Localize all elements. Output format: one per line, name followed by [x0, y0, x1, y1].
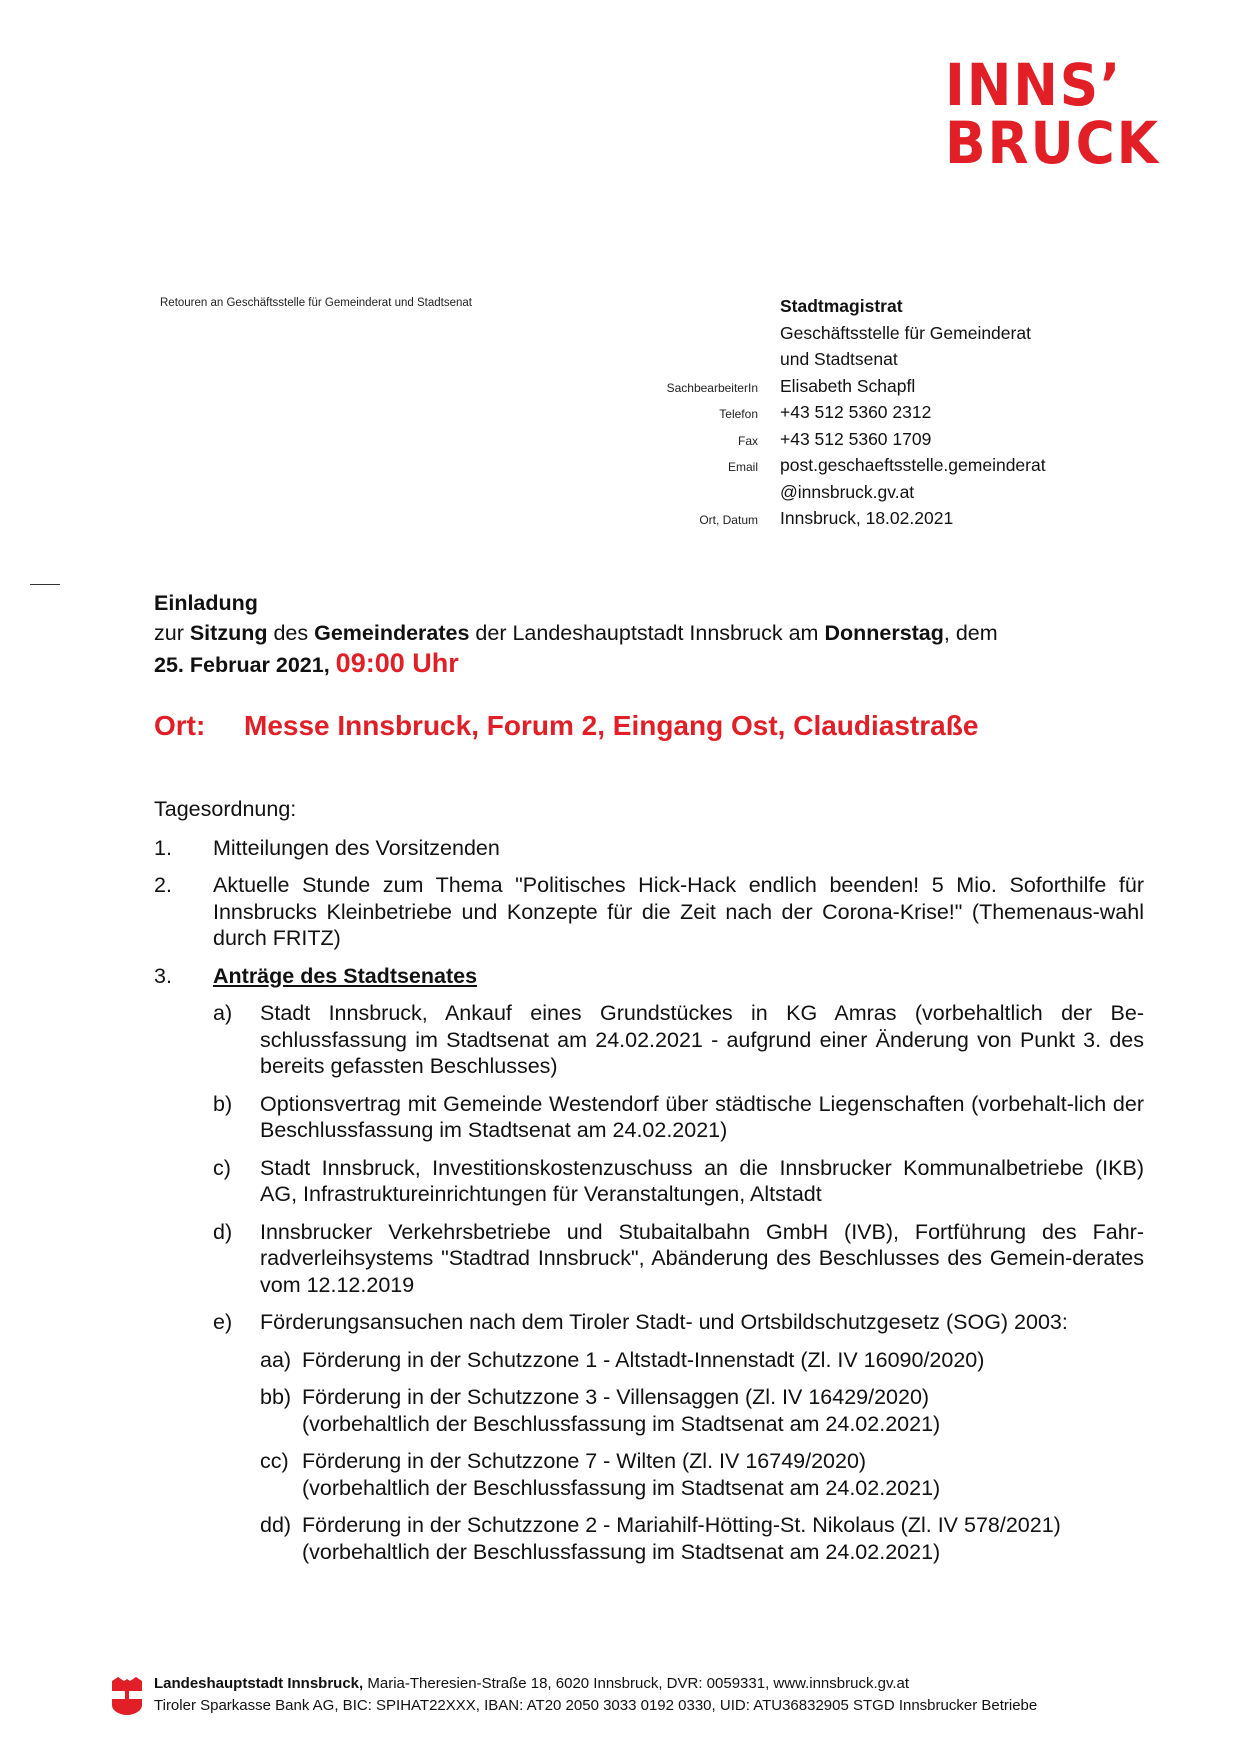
subitem-text: Optionsvertrag mit Gemeinde Westendorf über städtische Liegenschaften (vorbehalt-lich der Beschlussfassung im Stadtsenat am 24.02.2021)	[260, 1091, 1144, 1142]
invitation-datetime	[154, 648, 1144, 680]
subsubitem-letter: aa)	[260, 1347, 292, 1372]
meeting-time: 09:00 Uhr	[335, 648, 459, 678]
agenda-item-number: 2.	[154, 873, 172, 897]
agenda-subitem	[213, 1091, 1144, 1144]
contact-value: Innsbruck, 18.02.2021	[780, 508, 954, 528]
agenda	[154, 796, 1144, 1576]
agenda-item	[154, 872, 1144, 952]
contact-value: Elisabeth Schapfl	[780, 375, 916, 396]
subitem-text: Förderungsansuchen nach dem Tiroler Stadt- und Ortsbildschutzgesetz (SOG) 2003:	[260, 1310, 1068, 1334]
page-footer	[110, 1673, 1230, 1717]
contact-row	[600, 482, 1160, 509]
agenda-heading: Tagesordnung:	[154, 797, 297, 821]
return-address-line: Retouren an Geschäftsstelle für Gemeinderat und Stadtsenat	[160, 297, 472, 309]
contact-value: +43 512 5360 1709	[780, 428, 932, 449]
subitem-text: Innsbrucker Verkehrsbetriebe und Stubaitalbahn GmbH (IVB), Fortführung des Fahr-radverleihsystems "Stadtrad Innsbruck", Abänderung des Beschlusses des Gemein-derates vom 12.12.2019	[260, 1219, 1144, 1297]
location-label: Ort:	[154, 710, 206, 741]
subitem-letter: c)	[213, 1155, 231, 1180]
subitem-letter: a)	[213, 1001, 233, 1025]
subsubitem-text: Förderung in der Schutzzone 7 - Wilten (Zl. IV 16749/2020) (vorbehaltlich der Beschlussfassung im Stadtsenat am 24.02.2021)	[302, 1449, 941, 1500]
contact-row	[600, 349, 1160, 376]
location-value: Messe Innsbruck, Forum 2, Eingang Ost, Claudiastraße	[244, 710, 979, 741]
meeting-date: 25. Februar 2021,	[154, 653, 330, 677]
subitem-letter: b)	[213, 1091, 233, 1116]
footer-line-1: Landeshauptstadt Innsbruck, Maria-Theresien-Straße 18, 6020 Innsbruck, DVR: 0059331, www.innsbruck.gv.at	[154, 1675, 910, 1692]
contact-value: +43 512 5360 2312	[780, 402, 932, 422]
fold-mark	[30, 584, 60, 585]
contact-value: @innsbruck.gv.at	[780, 481, 915, 502]
agenda-subsubitem	[260, 1448, 1144, 1501]
contact-row	[600, 402, 1160, 429]
agenda-item-text: Aktuelle Stunde zum Thema "Politisches Hick-Hack endlich beenden! 5 Mio. Soforthilfe für Innsbrucks Kleinbetriebe und Konzepte für die Zeit nach der Corona-Krise!" (Themenaus-wahl durch FRITZ)	[213, 873, 1144, 950]
agenda-subitem	[213, 1155, 1144, 1208]
logo-line-2: BRUCK	[945, 109, 1160, 177]
contact-row	[600, 508, 1160, 535]
contact-row	[600, 455, 1160, 482]
contact-value: post.geschaeftsstelle.gemeinderat	[780, 455, 1046, 475]
subsubitem-letter: cc)	[260, 1449, 289, 1473]
subitem-letter: e)	[213, 1310, 233, 1334]
agenda-subsubitem	[260, 1384, 1144, 1437]
subitem-text: Stadt Innsbruck, Investitionskostenzuschuss an die Innsbrucker Kommunalbetriebe (IKB) AG, Infrastruktureinrichtungen für Veranstaltungen, Altstadt	[260, 1155, 1144, 1206]
contact-row	[600, 376, 1160, 403]
contact-row	[600, 323, 1160, 350]
agenda-subitem	[213, 1309, 1144, 1336]
contact-row	[600, 296, 1160, 323]
subitem-letter: d)	[213, 1219, 233, 1244]
contact-label: Email	[727, 460, 758, 474]
footer-line-2: Tiroler Sparkasse Bank AG, BIC: SPIHAT22XXX, IBAN: AT20 2050 3033 0192 0330, UID: ATU36832905 STGD Innsbrucker Betriebe	[154, 1697, 1038, 1714]
subsubitem-text: Förderung in der Schutzzone 2 - Mariahilf-Hötting-St. Nikolaus (Zl. IV 578/2021) (vorbehaltlich der Beschlussfassung im Stadtsenat am 24.02.2021)	[302, 1513, 1061, 1564]
agenda-subsubitem	[260, 1512, 1144, 1565]
agenda-item-text: Anträge des Stadtsenates	[213, 963, 478, 988]
agenda-item-number: 3.	[154, 963, 172, 988]
agenda-item	[154, 835, 1144, 862]
innsbruck-logo	[945, 51, 1166, 177]
contact-block	[600, 296, 1160, 535]
contact-row	[600, 429, 1160, 456]
contact-label: SachbearbeiterIn	[666, 380, 758, 395]
meeting-location	[154, 710, 978, 742]
city-emblem-icon	[110, 1677, 144, 1717]
agenda-item	[154, 963, 1144, 990]
agenda-subitem	[213, 1219, 1144, 1299]
subsubitem-letter: dd)	[260, 1513, 292, 1537]
agenda-subsubitem	[260, 1347, 1144, 1374]
subsubitem-letter: bb)	[260, 1385, 292, 1409]
agenda-item-text: Mitteilungen des Vorsitzenden	[213, 835, 500, 860]
subsubitem-text: Förderung in der Schutzzone 1 - Altstadt-Innenstadt (Zl. IV 16090/2020)	[302, 1347, 985, 1372]
invitation-sentence: zur Sitzung des Gemeinderates der Landeshauptstadt Innsbruck am Donnerstag, dem	[154, 621, 998, 645]
subsubitem-text: Förderung in der Schutzzone 3 - Villensaggen (Zl. IV 16429/2020) (vorbehaltlich der Beschlussfassung im Stadtsenat am 24.02.2021)	[302, 1385, 941, 1436]
contact-label: Ort, Datum	[699, 513, 758, 527]
contact-value: und Stadtsenat	[780, 349, 898, 369]
invitation-block	[154, 588, 1144, 680]
contact-value: Geschäftsstelle für Gemeinderat	[780, 322, 1031, 343]
contact-label: Telefon	[719, 407, 758, 421]
agenda-subitem	[213, 1000, 1144, 1080]
invitation-title: Einladung	[154, 591, 258, 615]
agenda-item-number: 1.	[154, 835, 172, 860]
contact-value: Stadtmagistrat	[780, 296, 903, 316]
subitem-text: Stadt Innsbruck, Ankauf eines Grundstückes in KG Amras (vorbehaltlich der Be-schlussfassung im Stadtsenat am 24.02.2021 - aufgrund einer Änderung von Punkt 3. des bereits gefassten Beschlusses)	[260, 1001, 1144, 1078]
logo-line-1: INNS’	[945, 51, 1123, 119]
contact-label: Fax	[737, 433, 758, 448]
